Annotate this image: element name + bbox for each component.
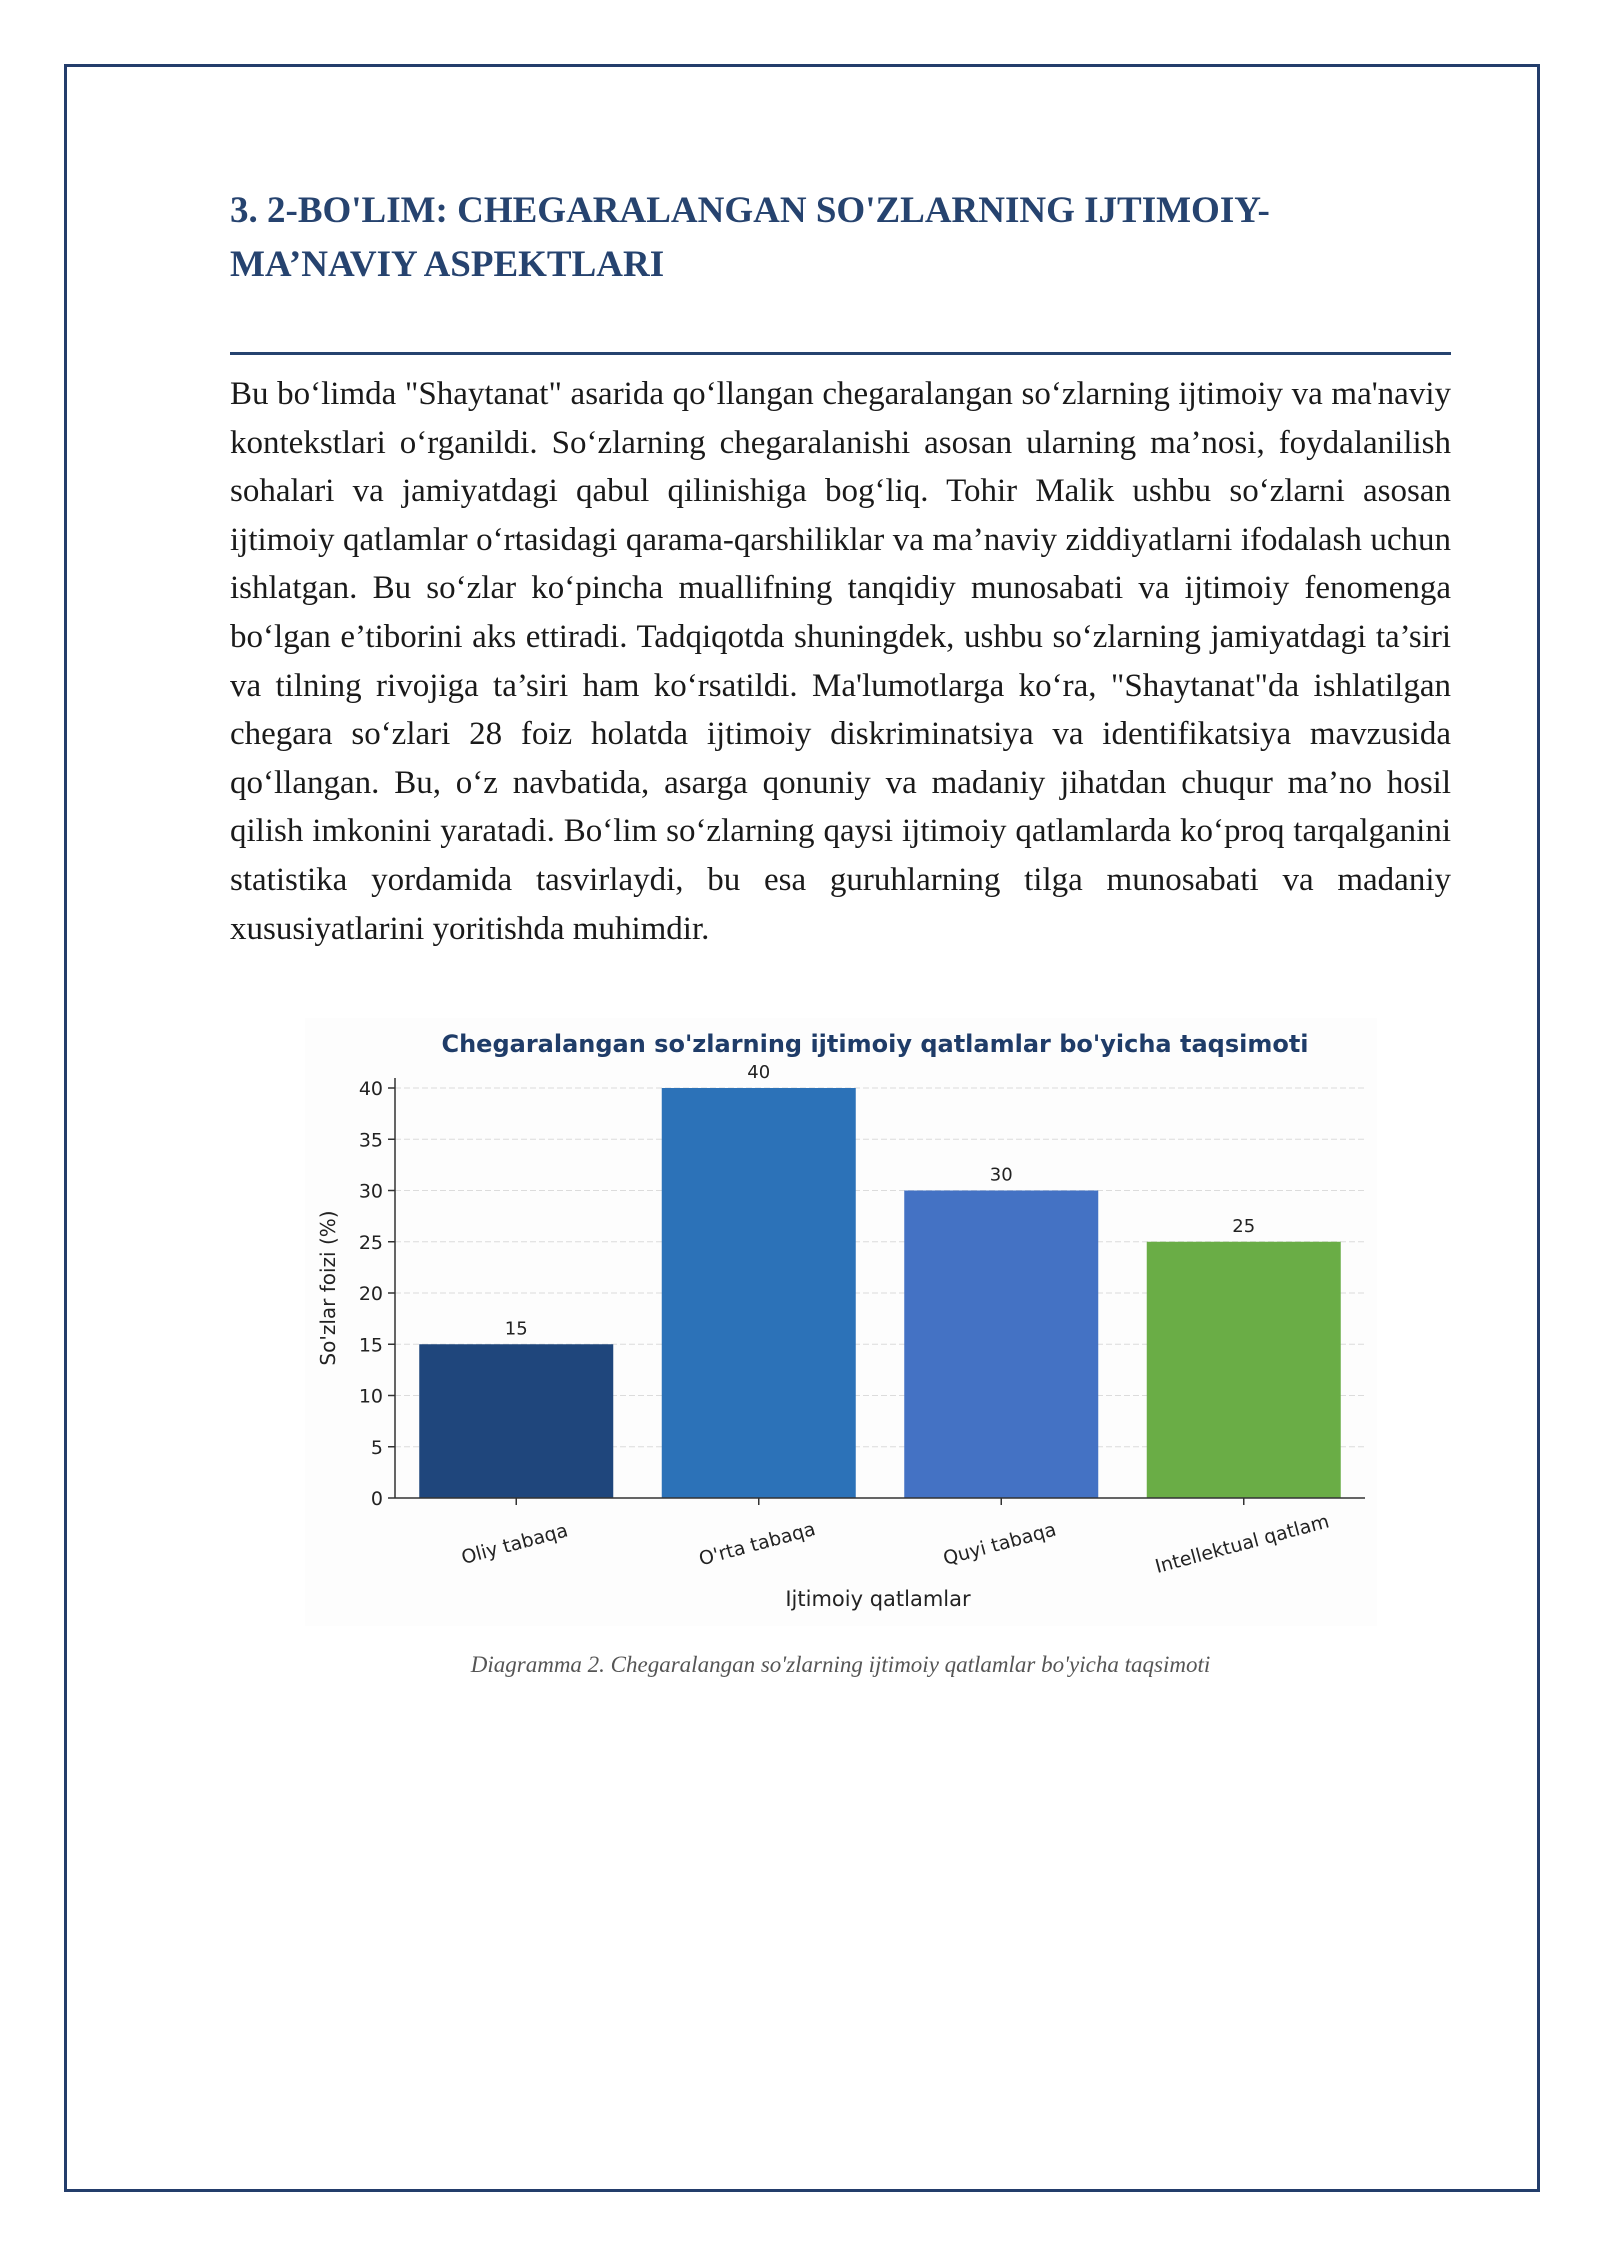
y-tick-label: 0 bbox=[370, 1488, 383, 1510]
figure-caption: Diagramma 2. Chegaralangan so'zlarning ijtimoiy qatlamlar bo'yicha taqsimoti bbox=[470, 1652, 1211, 1677]
y-tick-label: 25 bbox=[358, 1231, 383, 1254]
data-label: 25 bbox=[1232, 1215, 1256, 1237]
y-tick-label: 40 bbox=[358, 1078, 383, 1100]
x-tick-label: Oliy tabaqa bbox=[459, 1519, 571, 1569]
x-tick-label: Intellektual qatlam bbox=[1152, 1510, 1332, 1579]
chart-svg bbox=[305, 1018, 1377, 1626]
data-label: 15 bbox=[504, 1318, 528, 1340]
bar bbox=[419, 1344, 613, 1498]
bar bbox=[904, 1191, 1098, 1499]
section-paragraph: Bu bo‘limda "Shaytanat" asarida qo‘llangan chegaralangan so‘zlarning ijtimoiy va ma'naviy kontekstlari o‘rganildi. So‘zlarning chegaralanishi asosan ularning ma’nosi, foydalanilish sohalari va jamiyatdagi qabul qilinishiga bog‘liq. Tohir Malik ushbu so‘zlarni asosan ijtimoiy qatlamlar o‘rtasidagi qarama-qarshiliklar va ma’naviy ziddiyatlarni ifodalash uchun ishlatgan. Bu so‘zlar ko‘pincha muallifning tanqidiy munosabati va ijtimoiy fenomenga bo‘lgan e’tiborini aks ettiradi. Tadqiqotda shuningdek, ushbu so‘zlarning jamiyatdagi ta’siri va tilning rivojiga ta’siri ham ko‘rsatildi. Ma'lumotlarga ko‘ra, "Shaytanat"da ishlatilgan chegara so‘zlari 28 foiz holatda ijtimoiy diskriminatsiya va identifikatsiya mavzusida qo‘llangan. Bu, o‘z navbatida, asarga qonuniy va madaniy jihatdan chuqur ma’no hosil qilish imkonini yaratadi. Bo‘lim so‘zlarning qaysi ijtimoiy qatlamlarda ko‘proq tarqalganini statistika yordamida tasvirlaydi, bu esa guruhlarning tilga munosabati va madaniy xususiyatlarini yoritishda muhimdir. bbox=[230, 376, 1451, 947]
y-tick-label: 15 bbox=[358, 1334, 383, 1357]
y-axis-label: So'zlar foizi (%) bbox=[316, 1210, 340, 1366]
y-tick-label: 10 bbox=[358, 1385, 383, 1408]
section-heading: 3. 2-BO'LIM: CHEGARALANGAN SO'ZLARNING IJTIMOIY-MA’NAVIY ASPEKTLARI bbox=[230, 190, 1270, 285]
data-label: 40 bbox=[747, 1062, 771, 1083]
y-tick-label: 5 bbox=[370, 1436, 383, 1459]
data-label: 30 bbox=[989, 1164, 1013, 1186]
y-tick-label: 30 bbox=[358, 1180, 383, 1203]
x-axis-label: Ijtimoiy qatlamlar bbox=[785, 1587, 971, 1611]
bars bbox=[419, 1062, 1341, 1498]
bar-chart bbox=[305, 1018, 1377, 1626]
y-tick-label: 20 bbox=[358, 1283, 383, 1305]
heading-rule bbox=[230, 352, 1451, 355]
bar bbox=[1147, 1242, 1341, 1498]
y-tick-label: 35 bbox=[358, 1129, 383, 1152]
x-tick-label: O'rta tabaqa bbox=[696, 1518, 818, 1571]
bar bbox=[662, 1088, 856, 1498]
x-tick-label: Quyi tabaqa bbox=[940, 1518, 1059, 1570]
chart-title: Chegaralangan so'zlarning ijtimoiy qatlamlar bo'yicha taqsimoti bbox=[441, 1030, 1309, 1058]
